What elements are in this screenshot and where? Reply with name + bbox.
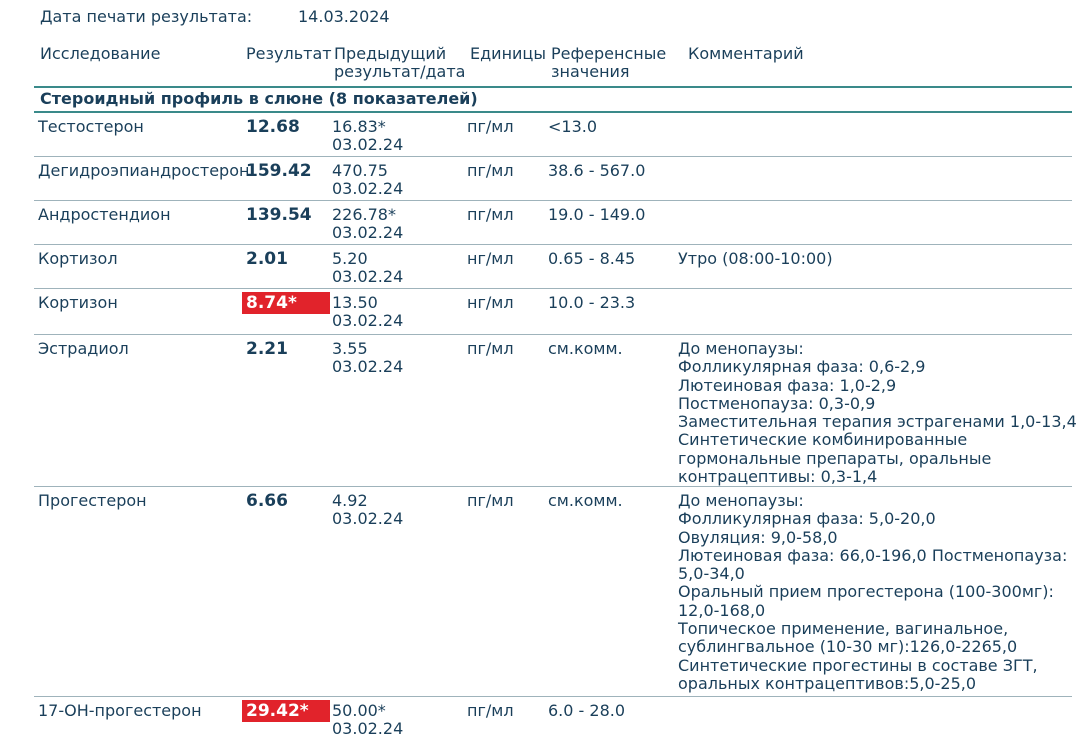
previous-result-date: 03.02.24 <box>332 135 404 154</box>
table-row <box>0 334 1080 486</box>
comment-line: Топическое применение, вагинальное, <box>678 619 1009 639</box>
table-row <box>0 288 1080 334</box>
comment <box>678 340 1077 486</box>
table-header <box>0 45 1080 85</box>
row-study-name: Прогестерон <box>38 491 147 510</box>
column-header-previous: Предыдущий результат/дата <box>334 44 466 81</box>
reference-range: 0.65 - 8.45 <box>548 249 636 268</box>
result-value-flagged: 8.74* <box>242 292 330 314</box>
previous-result-date: 03.02.24 <box>332 509 404 528</box>
previous-result-value: 3.55 <box>332 339 368 358</box>
comment-line: До менопаузы: <box>678 491 804 510</box>
comment-line: Синтетические комбинированные <box>678 430 968 450</box>
comment <box>678 250 833 268</box>
section-title: Стероидный профиль в слюне (8 показателей) <box>40 89 478 108</box>
print-date-label: Дата печати результата: <box>40 7 253 26</box>
result-value-flagged: 29.42* <box>242 700 330 722</box>
previous-result-date: 03.02.24 <box>332 719 404 738</box>
previous-result-date: 03.02.24 <box>332 179 404 198</box>
previous-result-value: 16.83* <box>332 117 386 136</box>
previous-result <box>332 702 403 738</box>
comment-line: Овуляция: 9,0-58,0 <box>678 527 838 547</box>
units: нг/мл <box>467 293 514 312</box>
previous-result-date: 03.02.24 <box>332 311 404 330</box>
comment <box>678 492 1067 693</box>
previous-result-value: 50.00* <box>332 701 386 720</box>
result-value: 2.21 <box>246 339 288 359</box>
comment-line: Утро (08:00-10:00) <box>678 249 833 268</box>
column-header-reference: Референсные значения <box>551 44 667 81</box>
comment-line: контрацептивы: 0,3-1,4 <box>678 467 878 487</box>
units: нг/мл <box>467 249 514 268</box>
result-value: 6.66 <box>246 491 288 511</box>
row-study-name: Дегидроэпиандростерон <box>38 161 250 180</box>
units: пг/мл <box>467 491 514 510</box>
row-study-name: Андростендион <box>38 205 171 224</box>
previous-result-date: 03.02.24 <box>332 223 404 242</box>
reference-range: см.комм. <box>548 491 623 510</box>
comment-line: гормональные препараты, оральные <box>678 448 992 468</box>
comment-line: Фолликулярная фаза: 5,0-20,0 <box>678 509 936 529</box>
previous-result <box>332 250 403 286</box>
previous-result <box>332 118 403 154</box>
table-row <box>0 200 1080 244</box>
previous-result <box>332 162 403 198</box>
comment-line: Лютеиновая фаза: 1,0-2,9 <box>678 375 897 395</box>
previous-result-value: 226.78* <box>332 205 396 224</box>
previous-result <box>332 492 403 528</box>
units: пг/мл <box>467 161 514 180</box>
units: пг/мл <box>467 701 514 720</box>
comment-line: Фолликулярная фаза: 0,6-2,9 <box>678 357 926 377</box>
reference-range: 10.0 - 23.3 <box>548 293 636 312</box>
units: пг/мл <box>467 339 514 358</box>
reference-range: 19.0 - 149.0 <box>548 205 646 224</box>
column-header-comment: Комментарий <box>688 44 804 63</box>
comment-line: оральных контрацептивов:5,0-25,0 <box>678 673 977 693</box>
reference-range: 38.6 - 567.0 <box>548 161 646 180</box>
comment-line: Лютеиновая фаза: 66,0-196,0 Постменопауза: <box>678 545 1068 565</box>
row-study-name: Тестостерон <box>38 117 144 136</box>
previous-result-value: 13.50 <box>332 293 378 312</box>
table-row <box>0 696 1080 748</box>
row-study-name: 17-ОН-прогестерон <box>38 701 202 720</box>
result-value: 2.01 <box>246 249 288 269</box>
result-value: 139.54 <box>246 205 312 225</box>
table-row <box>0 486 1080 696</box>
previous-result <box>332 294 403 330</box>
result-value: 12.68 <box>246 117 300 137</box>
row-study-name: Кортизол <box>38 249 118 268</box>
row-study-name: Кортизон <box>38 293 118 312</box>
units: пг/мл <box>467 205 514 224</box>
previous-result-value: 5.20 <box>332 249 368 268</box>
previous-result <box>332 340 403 376</box>
reference-range: см.комм. <box>548 339 623 358</box>
table-row <box>0 244 1080 288</box>
comment-line: Синтетические прогестины в составе ЗГТ, <box>678 655 1038 675</box>
previous-result-date: 03.02.24 <box>332 357 404 376</box>
comment-line: сублингвальное (10-30 мг):126,0-2265,0 <box>678 637 1018 657</box>
column-header-result: Результат <box>246 44 332 63</box>
result-value: 159.42 <box>246 161 312 181</box>
table-row <box>0 112 1080 156</box>
previous-result-value: 470.75 <box>332 161 388 180</box>
comment-line: Заместительная терапия эстрагенами 1,0-13,4 <box>678 412 1077 432</box>
previous-result-value: 4.92 <box>332 491 368 510</box>
comment-line: 5,0-34,0 <box>678 564 745 584</box>
comment-line: 12,0-168,0 <box>678 600 766 620</box>
column-header-study: Исследование <box>40 44 161 63</box>
previous-result <box>332 206 403 242</box>
comment-line: Оральный прием прогестерона (100-300мг): <box>678 582 1054 602</box>
print-date-value: 14.03.2024 <box>298 7 390 26</box>
column-header-units: Единицы <box>470 44 546 63</box>
reference-range: 6.0 - 28.0 <box>548 701 626 720</box>
row-study-name: Эстрадиол <box>38 339 129 358</box>
previous-result-date: 03.02.24 <box>332 267 404 286</box>
units: пг/мл <box>467 117 514 136</box>
comment-line: Постменопауза: 0,3-0,9 <box>678 393 876 413</box>
reference-range: <13.0 <box>548 117 598 136</box>
table-row <box>0 156 1080 200</box>
comment-line: До менопаузы: <box>678 339 804 358</box>
